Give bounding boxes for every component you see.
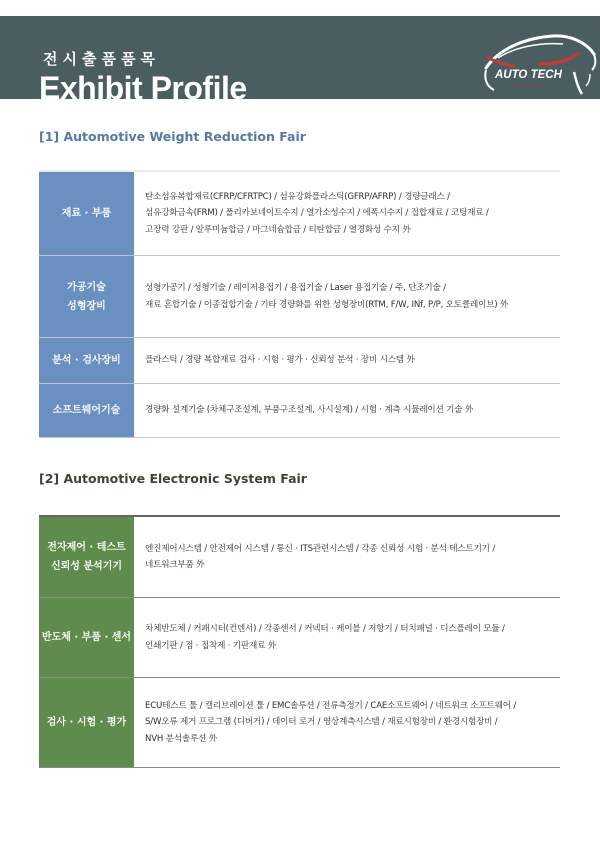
table-row [39,384,560,438]
table-row [39,338,560,384]
logo-text: AUTO TECH [495,69,562,81]
row-label [39,598,134,677]
table-row [39,598,560,678]
content-line: NVH 분석솔루션 外 [145,733,218,744]
row-label [39,338,134,383]
content-line: 네트워크부품 外 [145,560,205,570]
content-line: 섬유강화금속(FRM) / 폴리카보네이트수지 / 열가소성수지 / 에폭시수지 / 접합재료 / 코팅재료 / [145,208,489,219]
content-line: 경량화 설계기술 (차체구조설계, 부품구조설계, 사시설계) / 시험 · 계측 시뮬레이션 기술 外 [145,405,474,416]
content-line: 플라스틱 / 경량 복합재료 검사 · 시험 · 평가 · 신뢰성 분석 · 장비 시스템 外 [145,355,415,366]
content-line: 고장력 강판 / 알루미늄합금 / 마그네슘합금 / 티탄합금 / 열경화성 수지 外 [145,224,411,235]
section-title-electronic-system: [2] Automotive Electronic System Fair [39,471,307,486]
auto-tech-logo [478,28,598,99]
weight-reduction-table [39,170,560,438]
row-label-line: 반도체 · 부품 · 센서 [41,632,132,643]
content-line: 탄소섬유복합재료(CFRP/CFRTPC) / 섬유강화플라스틱(GFRP/AFRP) / 경량글래스 / [145,191,450,202]
page-title-korean: 전시출품품목 [43,50,160,68]
row-label-line: 전자제어 · 테스트 [47,542,126,553]
table-row [39,256,560,338]
content-line: ECU테스트 툴 / 캘리브레이션 툴 / EMC솔루션 / 전류측정기 / CAE소프트웨어 / 네트워크 소프트웨어 / [145,700,517,711]
row-content [134,517,560,597]
page-title-english: Exhibit Profile [39,70,247,99]
row-label [39,172,134,255]
row-content [134,384,560,437]
row-label-line: 검사 · 시험 · 평가 [46,717,127,728]
content-line: 성형가공기 / 성형기술 / 레이저용접기 / 용접기술 / Laser 용접기술 / 주, 단조기술 / [145,283,446,293]
row-label-line: 재료 · 부품 [61,208,112,219]
row-label [39,517,134,597]
row-content [134,598,560,677]
row-label-line: 가공기술 [67,281,106,293]
row-content [134,172,560,255]
row-label [39,384,134,437]
row-label-line: 소프트웨어기술 [52,405,121,416]
content-line: S/W오류 제거 프로그램 (디버거) / 데이터 로거 / 영상계측시스템 / 재료시험장비 / 환경시험장비 / [145,717,498,728]
content-line: 인쇄기판 / 점 · 접착제 · 기판재료 外 [145,640,277,651]
logo-subtext: EXPO [516,84,546,90]
header-band [0,16,600,99]
table-row [39,678,560,768]
row-label-line: 신뢰성 분석기기 [50,561,123,572]
content-line: 차체반도체 / 커패시터(컨덴서) / 각종센서 / 커넥터 · 케이블 / 저항기 / 터치패널 · 디스플레이 모듈 / [145,624,505,634]
row-content [134,678,560,767]
row-label [39,678,134,767]
row-label [39,256,134,337]
section-title-weight-reduction: [1] Automotive Weight Reduction Fair [39,129,306,144]
row-label-line: 분석 · 검사장비 [52,355,121,366]
content-line: 재료 혼합기술 / 이종접합기술 / 기타 경량화를 위한 성형장비(RTM, F/W, INf, P/P, 오토클레이브) 外 [145,299,509,310]
table-row [39,172,560,256]
table-row [39,517,560,598]
row-content [134,256,560,337]
electronic-system-table [39,515,560,768]
content-line: 엔진제어시스템 / 안전제어 시스템 / 통신 · ITS관련시스템 / 각종 신뢰성 시험 · 분석 테스트기기 / [145,543,496,554]
row-label-line: 성형장비 [67,300,106,312]
row-content [134,338,560,383]
